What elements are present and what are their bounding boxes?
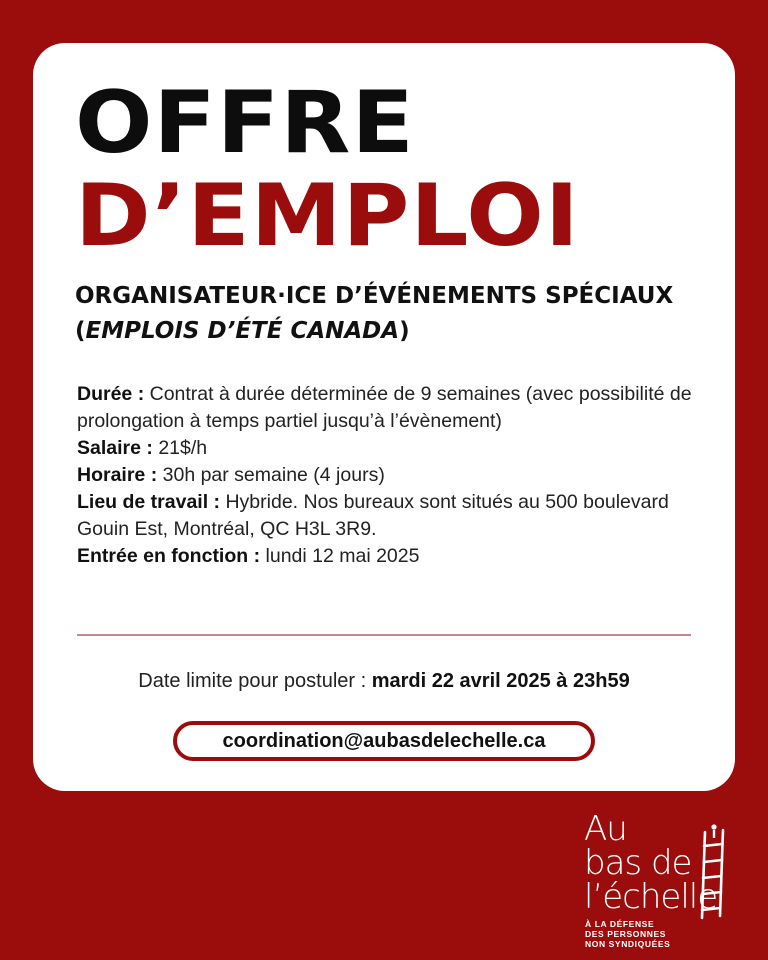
headline-emploi: D’EMPLOI (75, 166, 580, 266)
detail-entree (77, 543, 697, 570)
job-offer-card (33, 43, 735, 791)
tagline-line: NON SYNDIQUÉES (585, 939, 671, 949)
position-title-main: ORGANISATEUR·ICE D’ÉVÉNEMENTS SPÉCIAUX ( (75, 283, 674, 344)
detail-value: 21$/h (158, 437, 208, 459)
position-title (75, 279, 695, 349)
detail-salaire (77, 435, 697, 462)
deadline-value: mardi 22 avril 2025 à 23h59 (371, 670, 630, 692)
detail-value: Contrat à durée déterminée de 9 semaines (avec possibilité de prolongation à temps partiel jusqu’à l’évènement) (77, 383, 692, 432)
detail-label: Salaire : (77, 437, 153, 459)
logo-tagline (585, 919, 755, 949)
tagline-line: DES PERSONNES (585, 929, 667, 939)
au-bas-de-lechelle-logo (584, 806, 754, 951)
logo-line-2: bas de (584, 843, 692, 883)
detail-value: 30h par semaine (4 jours) (162, 464, 385, 486)
detail-horaire (77, 462, 697, 489)
divider (77, 634, 691, 636)
position-program: EMPLOIS D’ÉTÉ CANADA (85, 318, 400, 344)
contact-email: coordination@aubasdelechelle.ca (222, 729, 546, 752)
detail-lieu (77, 489, 697, 543)
application-deadline (33, 670, 735, 693)
detail-duree (77, 381, 697, 435)
detail-value: Hybride. Nos bureaux sont situés au 500 boulevard Gouin Est, Montréal, QC H3L 3R9. (77, 491, 669, 540)
deadline-label: Date limite pour postuler : (138, 670, 367, 692)
job-details (77, 381, 697, 570)
detail-label: Durée : (77, 383, 145, 405)
position-title-close: ) (399, 318, 410, 344)
tagline-line: À LA DÉFENSE (585, 919, 655, 929)
detail-label: Entrée en fonction : (77, 545, 261, 567)
headline-offre: OFFRE (75, 73, 415, 173)
detail-value: lundi 12 mai 2025 (265, 545, 420, 567)
detail-label: Horaire : (77, 464, 158, 486)
logo-line-1: Au (584, 809, 627, 849)
ladder-icon (696, 824, 730, 920)
detail-label: Lieu de travail : (77, 491, 221, 513)
logo-line-3: l’échelle (584, 877, 718, 917)
contact-email-button[interactable] (173, 721, 595, 761)
